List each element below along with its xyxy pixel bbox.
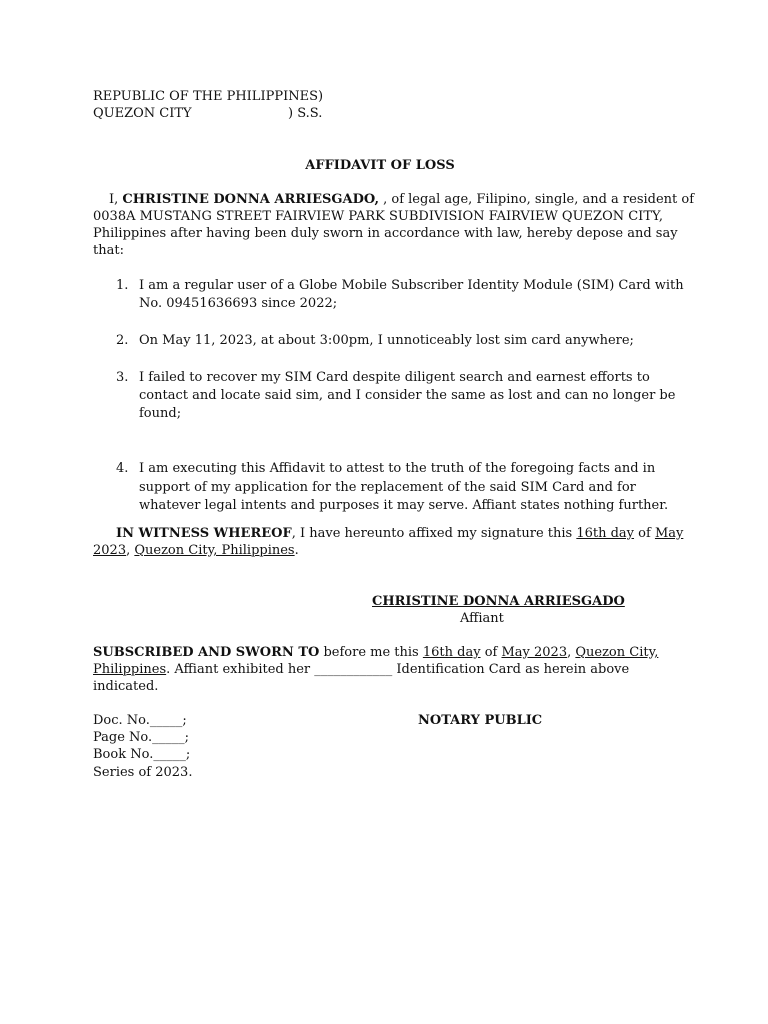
- item-line: No. 09451636693 since 2022;: [139, 296, 338, 311]
- witness-line-1: [116, 525, 683, 542]
- intro-line1-rest: , of legal age, Filipino, single, and a resident of: [378, 192, 695, 207]
- sworn-line-2: [93, 661, 629, 678]
- book-no: Book No._____;: [93, 747, 191, 762]
- sworn-line-1: [93, 644, 658, 661]
- item-number: 4.: [116, 461, 129, 476]
- sworn-bold: SUBSCRIBED AND SWORN TO: [93, 645, 320, 660]
- intro-line-3: Philippines after having been duly sworn in accordance with law, hereby depose and say: [93, 226, 678, 241]
- doc-no: Doc. No._____;: [93, 713, 187, 728]
- witness-text: , I have hereunto affixed my signature this: [291, 526, 577, 541]
- witness-comma: ,: [126, 543, 135, 558]
- sworn-text2: . Affiant exhibited her: [166, 662, 315, 677]
- item-number: 2.: [116, 333, 129, 348]
- witness-of: of: [634, 526, 655, 541]
- signature-name: [372, 593, 625, 610]
- witness-line-2: [93, 542, 299, 559]
- intro-line-1: [109, 191, 694, 208]
- sworn-month: May 2023: [501, 645, 568, 660]
- item-line: contact and locate said sim, and I consider the same as lost and can no longer be: [139, 388, 676, 403]
- sworn-day: 16th day: [422, 645, 481, 660]
- item-number: 1.: [116, 278, 129, 293]
- sworn-place-b: Philippines: [93, 662, 167, 677]
- header-republic: REPUBLIC OF THE PHILIPPINES): [93, 89, 324, 104]
- item-number: 3.: [116, 370, 129, 385]
- witness-period: .: [294, 543, 299, 558]
- item-line: I am executing this Affidavit to attest to the truth of the foregoing facts and in: [139, 461, 656, 476]
- affiant-name-intro: CHRISTINE DONNA ARRIESGADO,: [122, 192, 379, 207]
- witness-year: 2023: [93, 543, 127, 558]
- witness-day: 16th day: [576, 526, 635, 541]
- notary-public: NOTARY PUBLIC: [418, 713, 543, 728]
- header-city: QUEZON CITY: [93, 106, 192, 121]
- item-line: I am a regular user of a Globe Mobile Subscriber Identity Module (SIM) Card with: [139, 278, 684, 293]
- series: Series of 2023.: [93, 765, 193, 780]
- header-ss: ) S.S.: [288, 106, 323, 121]
- intro-line-4: that:: [93, 243, 124, 258]
- sworn-of: of: [480, 645, 502, 660]
- sworn-place-a: Quezon City,: [575, 645, 659, 660]
- witness-bold: IN WITNESS WHEREOF: [116, 526, 292, 541]
- document-title: AFFIDAVIT OF LOSS: [305, 158, 455, 173]
- witness-month: May: [654, 526, 684, 541]
- intro-line-2: 0038A MUSTANG STREET FAIRVIEW PARK SUBDIVISION FAIRVIEW QUEZON CITY,: [93, 209, 664, 224]
- item-line: On May 11, 2023, at about 3:00pm, I unnoticeably lost sim card anywhere;: [139, 333, 634, 348]
- sworn-text: before me this: [319, 645, 423, 660]
- sworn-comma: ,: [567, 645, 576, 660]
- intro-pre: I,: [109, 192, 123, 207]
- id-blank: ____________: [314, 662, 393, 677]
- sworn-line-3: indicated.: [93, 679, 159, 694]
- item-line: whatever legal intents and purposes it may serve. Affiant states nothing further.: [139, 498, 669, 513]
- witness-place: Quezon City, Philippines: [134, 543, 295, 558]
- sworn-text3: Identification Card as herein above: [392, 662, 630, 677]
- page-no: Page No._____;: [93, 730, 190, 745]
- item-line: found;: [139, 406, 182, 421]
- signature-role: Affiant: [460, 611, 504, 626]
- signature-name-text: CHRISTINE DONNA ARRIESGADO: [372, 594, 625, 609]
- item-line: I failed to recover my SIM Card despite diligent search and earnest efforts to: [139, 370, 650, 385]
- item-line: support of my application for the replacement of the said SIM Card and for: [139, 480, 636, 495]
